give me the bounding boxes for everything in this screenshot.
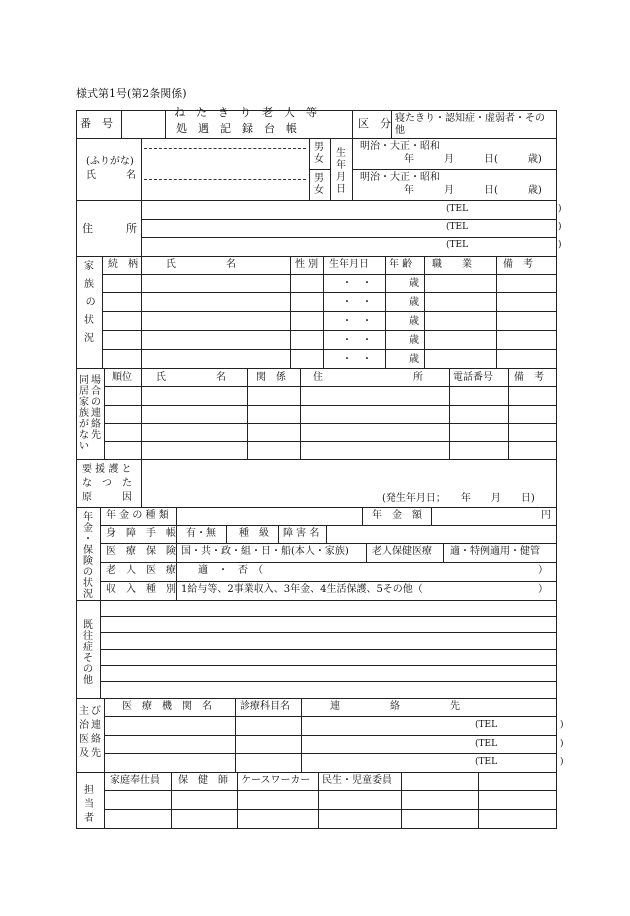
row-line [76, 698, 556, 699]
divider [478, 772, 479, 828]
family-age-unit-4: 歳 [409, 335, 419, 346]
category-options-line-1: 寝たきり・認知症・虚弱者・その [395, 113, 545, 124]
divider [391, 110, 392, 138]
family-birth-dots-1[interactable]: ・ ・ [342, 278, 372, 289]
family-header-sex: 性 別 [295, 259, 319, 270]
row-line [104, 735, 556, 736]
pension-amount-field[interactable] [432, 508, 538, 525]
family-header-note: 備 考 [503, 259, 533, 270]
income-type-label: 収 入 種 別 [106, 584, 176, 595]
divider [290, 256, 291, 368]
title-line-2: 処 遇 記 録 台 帳 [176, 122, 297, 135]
income-close-paren: ） [538, 584, 548, 595]
birth-date-bottom[interactable]: 年 月 日( 歳) [404, 185, 542, 196]
row-line [102, 330, 556, 331]
row-line [104, 386, 556, 387]
name-field-1[interactable] [142, 149, 308, 169]
row-line [102, 349, 556, 350]
contact-side-label-2: 場 合 の 連 絡 先 [91, 375, 101, 441]
doctor-header-institution: 医 療 機 関 名 [122, 701, 212, 712]
category-label: 区 分 [358, 117, 391, 130]
name-field-2[interactable] [142, 180, 308, 200]
divider [237, 772, 238, 828]
elderly-medical-applicability[interactable]: 適・特例適用・健管 [450, 546, 540, 557]
row-line [102, 274, 556, 275]
row-line [100, 581, 556, 582]
disability-book-has-none[interactable]: 有・無 [186, 528, 216, 539]
doctor-header-department: 診療科目名 [240, 701, 290, 712]
divider [496, 256, 497, 368]
row-line [309, 169, 330, 170]
contact-header-phone: 電話番号 [453, 372, 493, 383]
staff-header-welfare-commissioner: 民生・児童委員 [322, 775, 392, 786]
row-line [104, 809, 556, 810]
family-age-unit-1: 歳 [409, 278, 419, 289]
divider [330, 138, 331, 200]
pension-type-field[interactable] [177, 508, 362, 525]
divider [443, 543, 444, 562]
sex-top-male[interactable]: 男 [314, 142, 324, 153]
divider [300, 368, 301, 459]
form-number: 様式第1号(第2条関係) [76, 87, 187, 100]
divider [104, 772, 105, 828]
divider [401, 772, 402, 828]
pension-amount-label: 年 金 額 [372, 510, 422, 521]
row-line [76, 772, 556, 773]
divider [141, 368, 142, 459]
birth-label: 生 年 月 日 [336, 148, 346, 195]
family-birth-dots-5[interactable]: ・ ・ [342, 354, 372, 365]
address-tel-2[interactable]: (TEL ) [446, 222, 562, 232]
frame-bottom [76, 828, 556, 829]
row-line [102, 292, 556, 293]
row-line [76, 256, 556, 257]
medical-insurance-label: 医 療 保 険 [106, 546, 176, 557]
family-birth-dots-2[interactable]: ・ ・ [342, 297, 372, 308]
name-label: 氏 名 [86, 170, 136, 181]
reason-onset-date[interactable]: (発生年月日； 年 月 日) [382, 493, 535, 504]
category-options-line-2: 他 [395, 125, 405, 136]
divider [171, 772, 172, 828]
era-top[interactable]: 明治・大正・昭和 [360, 141, 440, 152]
row-line [104, 441, 556, 442]
divider [104, 368, 105, 459]
contact-header-address: 住 所 [313, 372, 423, 383]
family-header-name: 氏 名 [166, 259, 236, 270]
address-field-1[interactable] [142, 201, 442, 218]
reason-field[interactable] [142, 460, 555, 488]
divider [352, 110, 353, 138]
row-line [104, 405, 556, 406]
divider [323, 256, 324, 368]
disability-book-label: 身 障 手 帳 [106, 528, 176, 539]
divider [424, 256, 425, 368]
family-birth-dots-3[interactable]: ・ ・ [342, 316, 372, 327]
elderly-care-label: 老 人 医 療 [106, 565, 176, 576]
number-label: 番 号 [80, 117, 113, 130]
family-birth-dots-4[interactable]: ・ ・ [342, 335, 372, 346]
doctor-side-label-2: び 連 絡 先 [91, 706, 101, 759]
divider [165, 110, 166, 138]
address-field-3[interactable] [142, 238, 442, 255]
row-line [102, 311, 556, 312]
family-age-unit-5: 歳 [409, 354, 419, 365]
divider [385, 256, 386, 368]
family-header-relation: 続 柄 [108, 259, 138, 270]
sex-bottom-male[interactable]: 男 [314, 173, 324, 184]
row-line [100, 543, 556, 544]
divider [366, 543, 367, 562]
elderly-medical-label: 老人保健医療 [372, 546, 432, 557]
address-field-2[interactable] [142, 220, 442, 237]
disability-name-label: 障 害 名 [283, 528, 320, 539]
sex-bottom-female[interactable]: 女 [314, 185, 324, 196]
doctor-tel-3[interactable]: (TEL ) [475, 757, 564, 767]
grade-label: 種 級 [239, 528, 269, 539]
family-age-unit-3: 歳 [409, 316, 419, 327]
divider [247, 368, 248, 459]
contact-header-note: 備 考 [514, 372, 544, 383]
contact-header-relation: 関 係 [256, 372, 286, 383]
row-line [104, 790, 556, 791]
history-side-label: 既 往 症 そ の 他 [83, 620, 93, 686]
birth-date-top[interactable]: 年 月 日( 歳) [404, 154, 542, 165]
staff-header-caseworker: ケースワーカー [241, 775, 311, 786]
elderly-care-suitability[interactable]: 適 ・ 否 （ [198, 565, 263, 576]
address-label: 住 所 [82, 222, 137, 235]
contact-header-name: 氏 名 [156, 372, 226, 383]
doctor-tel-2[interactable]: (TEL ) [475, 739, 564, 749]
family-header-occupation: 職 業 [432, 259, 472, 270]
row-line [76, 368, 556, 369]
divider [362, 507, 363, 525]
address-tel-3[interactable]: (TEL ) [446, 240, 562, 250]
reason-label-1: 要 援 護 と [82, 464, 132, 475]
disability-name-field[interactable] [327, 526, 555, 543]
divider [318, 772, 319, 828]
staff-header-home-helper: 家庭奉仕員 [110, 775, 160, 786]
family-header-age: 年 齢 [389, 259, 413, 270]
number-field[interactable] [122, 111, 165, 138]
family-age-unit-2: 歳 [409, 297, 419, 308]
family-header-birthdate: 生年月日 [329, 259, 369, 270]
address-tel-1[interactable]: (TEL ) [446, 204, 562, 214]
reason-label-2: な つ た [82, 478, 132, 489]
contact-header-order: 順位 [112, 372, 132, 383]
medical-history-field[interactable] [101, 601, 555, 697]
divider [102, 256, 103, 368]
title-line-1: ね た き り 老 人 等 [174, 106, 317, 119]
divider [508, 368, 509, 459]
divider [278, 525, 279, 543]
row-line [352, 169, 556, 170]
family-side-label: 家 族 の 状 況 [84, 261, 96, 344]
pension-type-label: 年 金 の 種 類 [106, 510, 169, 521]
elderly-care-close-paren: ） [538, 565, 548, 576]
contact-side-label-1: 同 居 家 族 が な い [79, 375, 89, 452]
income-options[interactable]: 1給与等、2事業収入、3年金、4生活保護、5その他（ [181, 584, 423, 595]
furigana-label: (ふりがな) [86, 156, 134, 167]
doctor-header-contact: 連 絡 先 [330, 701, 460, 712]
divider [141, 256, 142, 368]
row-line [76, 138, 556, 139]
divider [449, 368, 450, 459]
frame-left [76, 110, 77, 829]
doctor-tel-1[interactable]: (TEL ) [475, 720, 564, 730]
insurance-types[interactable]: 国・共・政・組・日・船(本人・家族) [181, 546, 349, 557]
row-line [104, 753, 556, 754]
staff-header-public-health-nurse: 保 健 師 [178, 775, 228, 786]
pension-side-label: 年 金 ・ 保 険 の 状 況 [83, 512, 93, 600]
row-line [104, 423, 556, 424]
era-bottom[interactable]: 明治・大正・昭和 [360, 172, 440, 183]
divider [100, 507, 101, 600]
yen-unit: 円 [541, 510, 551, 521]
staff-side-label: 担 当 者 [84, 785, 94, 824]
reason-label-3: 原 因 [82, 492, 132, 503]
row-line [104, 716, 556, 717]
sex-top-female[interactable]: 女 [314, 154, 324, 165]
row-line [100, 562, 556, 563]
doctor-side-label-1: 主 治 医 及 [79, 706, 89, 759]
divider [226, 525, 227, 543]
